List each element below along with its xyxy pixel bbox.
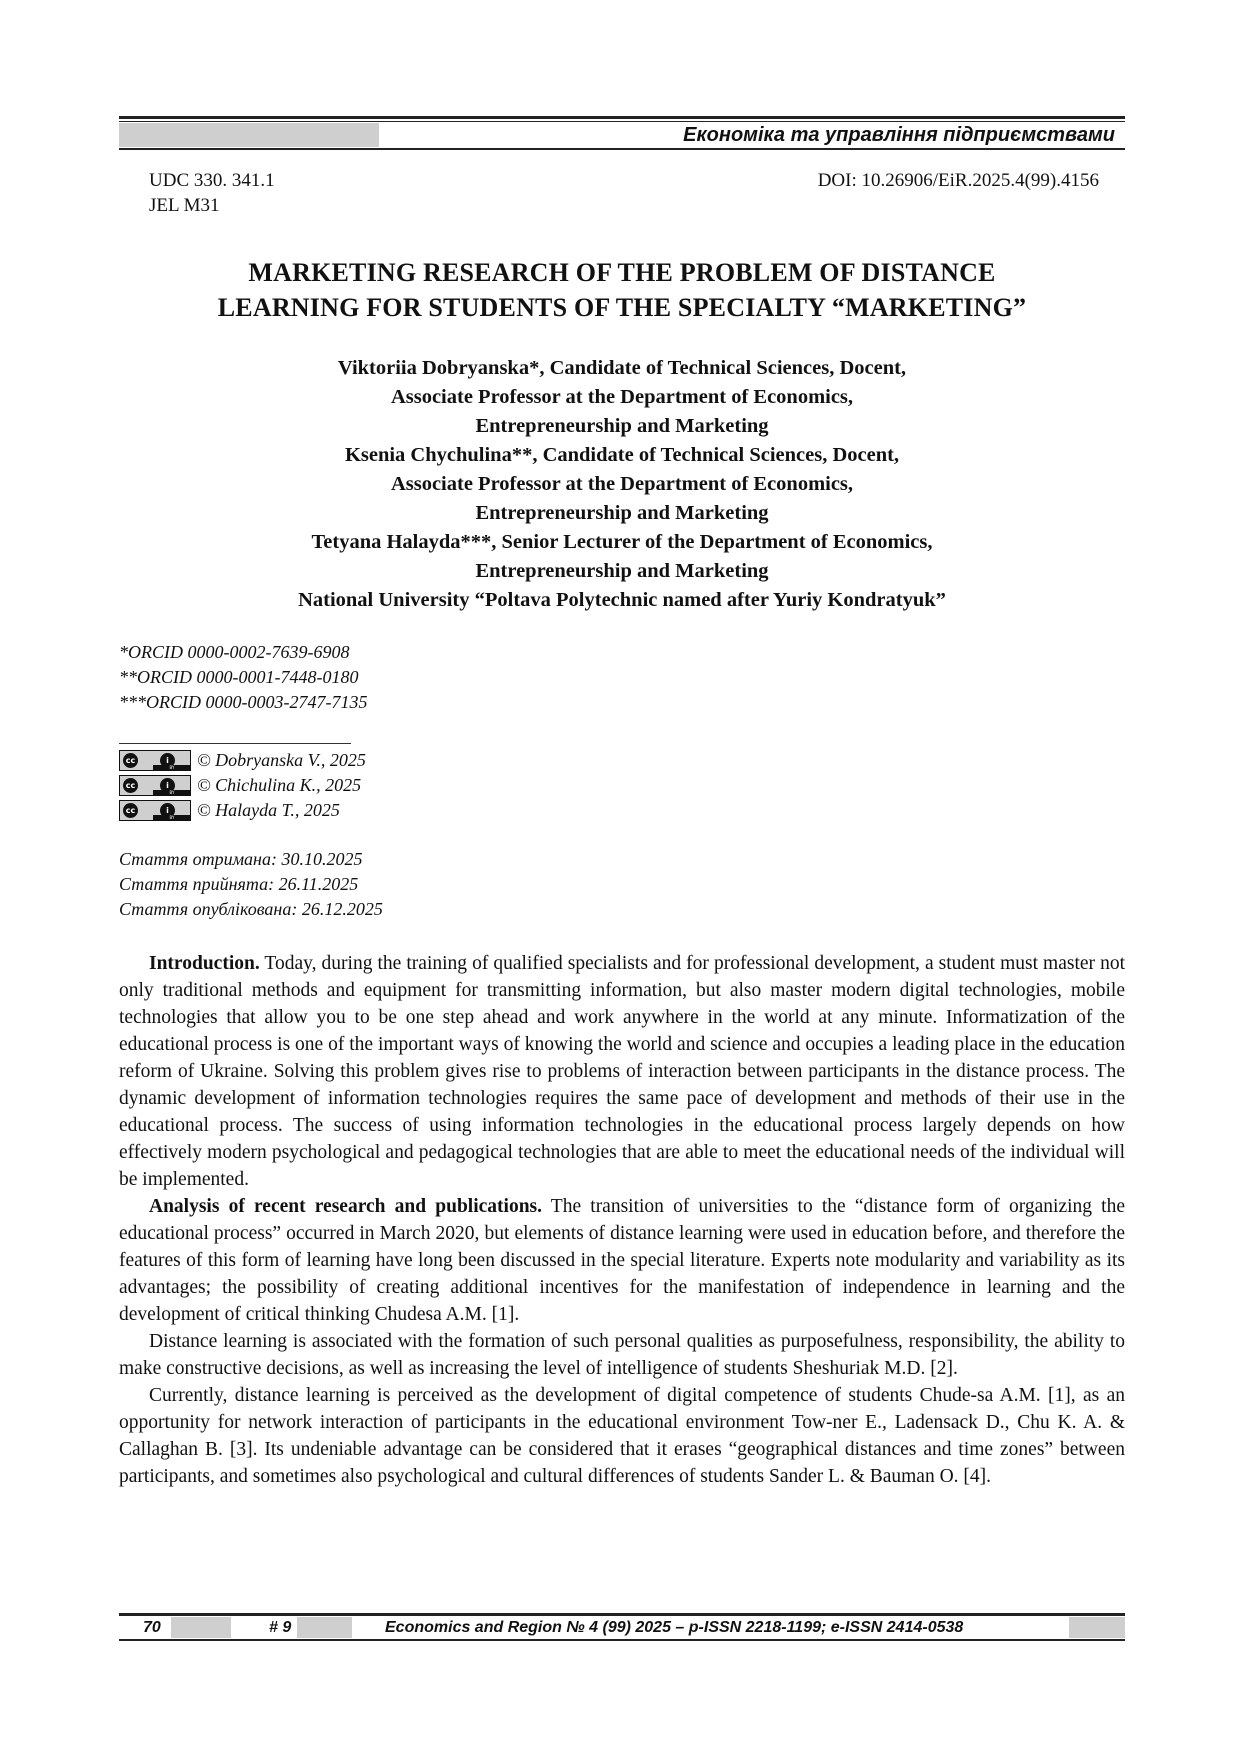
section-heading: Introduction. (149, 953, 260, 974)
copyright-row (119, 748, 366, 773)
header-rule (119, 116, 1125, 119)
header-rule (119, 121, 1125, 122)
orcid-list (119, 640, 367, 715)
paragraph: Distance learning is associated with the formation of such personal qualities as purposefulness, responsibility, the ability to make constructive decisions, as well as increasing the level of intelligence of students Sheshuriak M.D. [2]. (119, 1331, 1125, 1379)
orcid-id: *ORCID 0000-0002-7639-6908 (119, 642, 350, 662)
copyright-text: © Dobryanska V., 2025 (197, 750, 366, 770)
copyright-row (119, 798, 366, 823)
section-heading: Analysis of recent research and publications. (149, 1196, 542, 1217)
doi: DOI: 10.26906/EiR.2025.4(99).4156 (817, 170, 1099, 191)
header-rule (119, 148, 1125, 150)
date-accepted: Стаття прийнята: 26.11.2025 (119, 874, 359, 894)
title-line: LEARNING FOR STUDENTS OF THE SPECIALTY “MARKETING” (217, 293, 1027, 322)
article-body (119, 950, 1125, 1490)
author-line: Entrepreneurship and Marketing (475, 560, 769, 582)
orcid-id: ***ORCID 0000-0003-2747-7135 (119, 692, 368, 712)
author-line: Associate Professor at the Department of Economics, (390, 473, 854, 495)
author-line: Associate Professor at the Department of Economics, (390, 386, 854, 408)
article-title (119, 255, 1125, 325)
footer-grey-band (1069, 1617, 1125, 1638)
udc-code: UDC 330. 341.1 (149, 170, 275, 191)
footer-rule (119, 1613, 1125, 1616)
date-received: Стаття отримана: 30.10.2025 (119, 849, 363, 869)
cc-by-license-icon: cc i BY (119, 800, 191, 821)
issue-number: # 9 (269, 1619, 292, 1636)
footer-grey-band (171, 1617, 231, 1638)
article-dates (119, 847, 383, 922)
author-line: Entrepreneurship and Marketing (475, 415, 769, 437)
footer-rule (119, 1639, 1125, 1641)
copyright-row (119, 773, 366, 798)
author-line: Tetyana Halayda***, Senior Lecturer of the Department of Economics, (311, 531, 933, 553)
journal-section-title: Економіка та управління підприємствами (683, 124, 1115, 146)
classification-codes (149, 168, 275, 218)
title-line: MARKETING RESEARCH OF THE PROBLEM OF DISTANCE (248, 258, 996, 287)
separator-rule (119, 743, 351, 744)
jel-code: JEL M31 (149, 195, 220, 216)
paragraph: Currently, distance learning is perceived as the development of digital competence of students Chude-sa A.M. [1], as an opportunity for network interaction of participants in the educational environment Tow-ner E., Ladensack D., Chu K. A. & Callaghan B. [3]. Its undeniable advantage can be considered that it erases “geographical distances and time zones” between participants, and sometimes also psychological and cultural differences of students Sander L. & Bauman O. [4]. (119, 1385, 1125, 1487)
copyright-text: © Chichulina K., 2025 (197, 775, 362, 795)
date-published: Стаття опублікована: 26.12.2025 (119, 899, 383, 919)
cc-by-license-icon: cc i BY (119, 750, 191, 771)
copyright-text: © Halayda T., 2025 (197, 800, 340, 820)
author-line: Entrepreneurship and Marketing (475, 502, 769, 524)
footer-grey-band (297, 1617, 352, 1638)
paragraph: Analysis of recent research and publications. The transition of universities to the “distance form of organizing the educational process” occurred in March 2020, but elements of distance learning were used in education before, and therefore the features of this form of learning have long been discussed in the special literature. Experts note modularity and variability as its advantages; the possibility of creating additional incentives for the manifestation of independence in learning and the development of critical thinking Chudesa A.M. [1]. (119, 1196, 1125, 1325)
page-number: 70 (143, 1619, 161, 1636)
author-line: Ksenia Chychulina**, Candidate of Technical Sciences, Docent, (344, 444, 900, 466)
cc-by-license-icon: cc i BY (119, 775, 191, 796)
journal-citation: Economics and Region № 4 (99) 2025 – p-ISSN 2218-1199; e-ISSN 2414-0538 (385, 1619, 964, 1636)
header-grey-band (119, 123, 379, 147)
author-line: Viktoriia Dobryanska*, Candidate of Technical Sciences, Docent, (337, 357, 907, 379)
copyright-list (119, 748, 366, 823)
running-header (119, 116, 1125, 150)
author-affiliations (119, 354, 1125, 615)
orcid-id: **ORCID 0000-0001-7448-0180 (119, 667, 359, 687)
author-line: National University “Poltava Polytechnic named after Yuriy Kondratyuk” (298, 589, 946, 611)
running-footer (119, 1613, 1125, 1641)
paragraph: Introduction. Today, during the training of qualified specialists and for professional development, a student must master not only traditional methods and equipment for transmitting information, but also master modern digital technologies, mobile technologies that allow you to be one step ahead and work anywhere in the world at any minute. Informatization of the educational process is one of the important ways of knowing the world and science and occupies a leading place in the education reform of Ukraine. Solving this problem gives rise to problems of interaction between participants in the distance process. The dynamic development of information technologies requires the same pace of development and methods of their use in the educational process. The success of using information technologies in the educational process largely depends on how effectively modern psychological and pedagogical technologies that are able to meet the educational needs of the individual will be implemented. (119, 953, 1125, 1190)
